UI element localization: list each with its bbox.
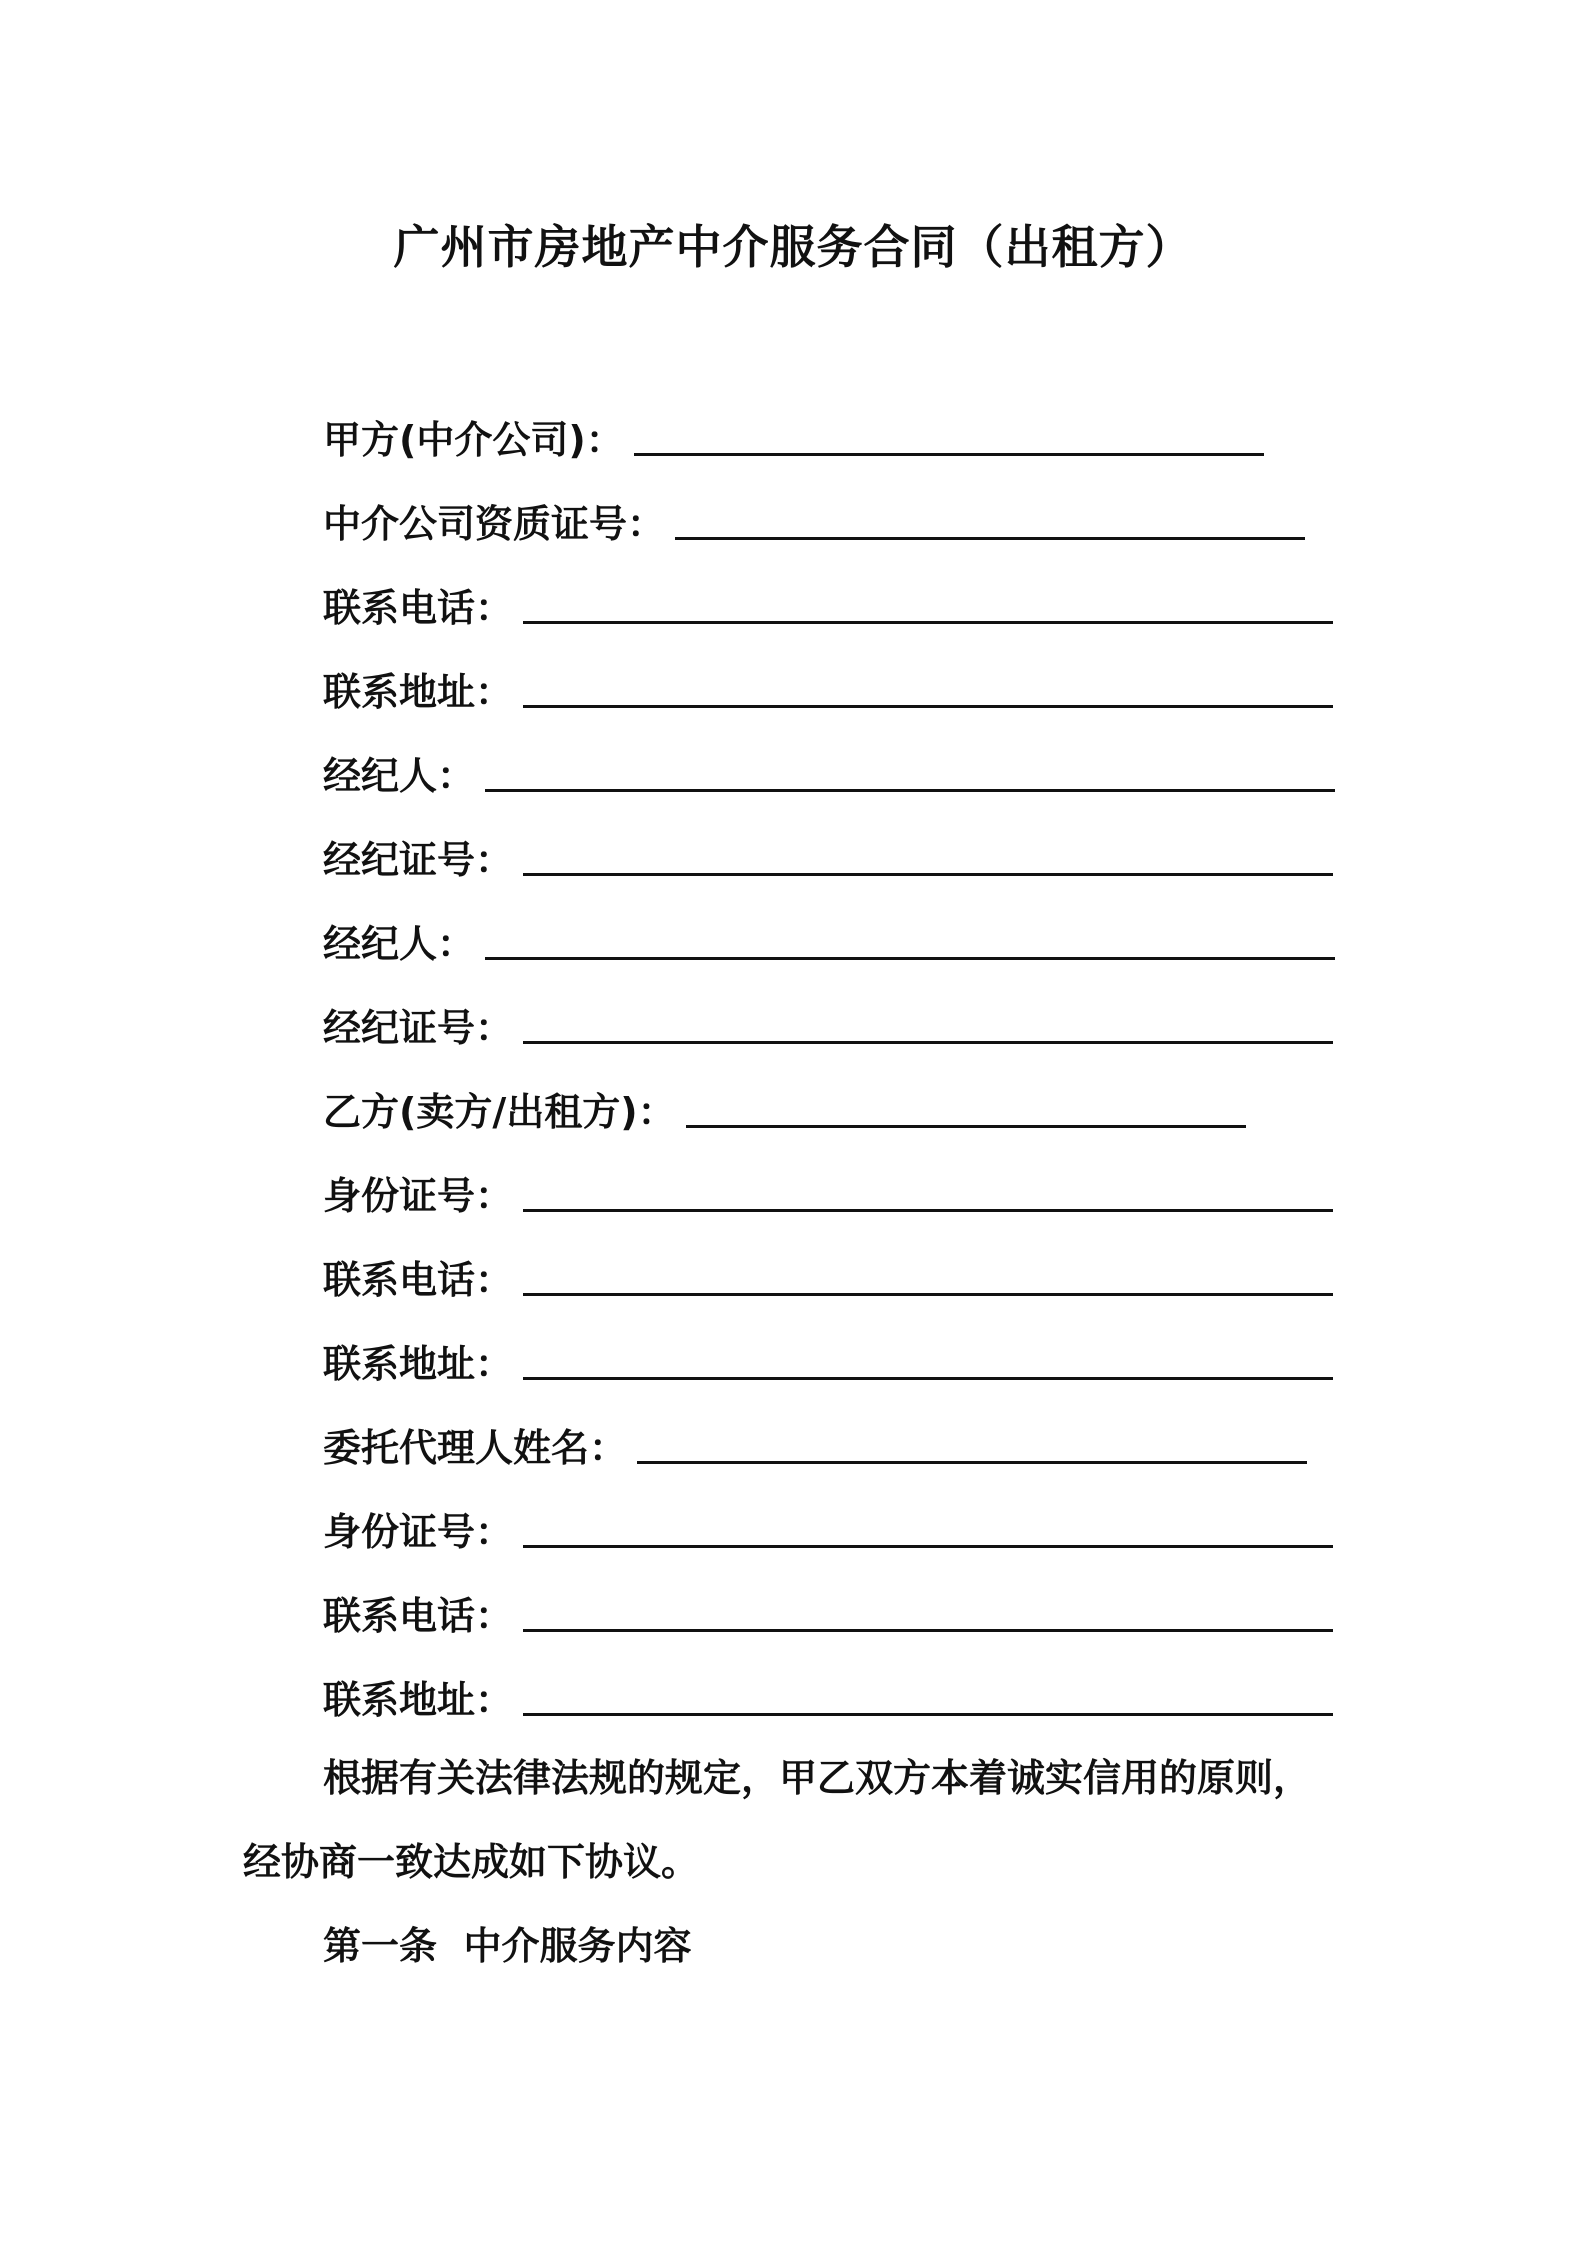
broker-2-license-field xyxy=(323,1000,1333,1060)
agent-id-field xyxy=(323,1504,1333,1564)
broker-1-name-field xyxy=(323,748,1335,808)
party-b-landlord-field xyxy=(323,1084,1246,1144)
party-b-id-field xyxy=(323,1168,1333,1228)
field-label: 联系电话： xyxy=(323,1258,514,1302)
blank-line xyxy=(637,1461,1307,1464)
field-label: 联系地址： xyxy=(323,1342,514,1386)
agent-address-field xyxy=(323,1672,1333,1732)
agency-license-field xyxy=(323,496,1305,556)
field-label: 联系电话： xyxy=(323,1594,514,1638)
blank-line xyxy=(485,957,1335,960)
section-heading: 第一条 中介服务内容 xyxy=(323,1924,692,1968)
broker-2-name-field xyxy=(323,916,1335,976)
agreement-paragraph-line-2: 经协商一致达成如下协议。 xyxy=(243,1840,700,1884)
document-title: 广州市房地产中介服务合同（出租方） xyxy=(393,220,1193,274)
blank-line xyxy=(523,1293,1333,1296)
blank-line xyxy=(523,1209,1333,1212)
party-b-address-field xyxy=(323,1336,1333,1396)
field-label: 联系地址： xyxy=(323,1678,514,1722)
field-label: 身份证号： xyxy=(323,1510,514,1554)
field-label: 身份证号： xyxy=(323,1174,514,1218)
party-b-phone-field xyxy=(323,1252,1333,1312)
agent-name-field xyxy=(323,1420,1307,1480)
field-label: 经纪人： xyxy=(323,754,476,798)
blank-line xyxy=(523,1629,1333,1632)
field-label: 乙方(卖方/出租方)： xyxy=(323,1090,676,1134)
blank-line xyxy=(523,1041,1333,1044)
blank-line xyxy=(634,453,1264,456)
field-label: 联系地址： xyxy=(323,670,514,714)
field-label: 经纪证号： xyxy=(323,838,514,882)
field-label: 联系电话： xyxy=(323,586,514,630)
party-a-company-field xyxy=(323,412,1264,472)
field-label: 经纪人： xyxy=(323,922,476,966)
blank-line xyxy=(523,1713,1333,1716)
agent-phone-field xyxy=(323,1588,1333,1648)
field-label: 中介公司资质证号： xyxy=(323,502,666,546)
broker-1-license-field xyxy=(323,832,1333,892)
blank-line xyxy=(485,789,1335,792)
agreement-paragraph-line-1: 根据有关法律法规的规定，甲乙双方本着诚实信用的原则， xyxy=(323,1756,1312,1800)
field-label: 委托代理人姓名： xyxy=(323,1426,628,1470)
blank-line xyxy=(523,621,1333,624)
agency-phone-field xyxy=(323,580,1333,640)
field-label: 甲方(中介公司)： xyxy=(323,418,624,462)
agency-address-field xyxy=(323,664,1333,724)
blank-line xyxy=(686,1125,1246,1128)
blank-line xyxy=(523,1545,1333,1548)
field-label: 经纪证号： xyxy=(323,1006,514,1050)
blank-line xyxy=(675,537,1305,540)
blank-line xyxy=(523,1377,1333,1380)
blank-line xyxy=(523,873,1333,876)
blank-line xyxy=(523,705,1333,708)
